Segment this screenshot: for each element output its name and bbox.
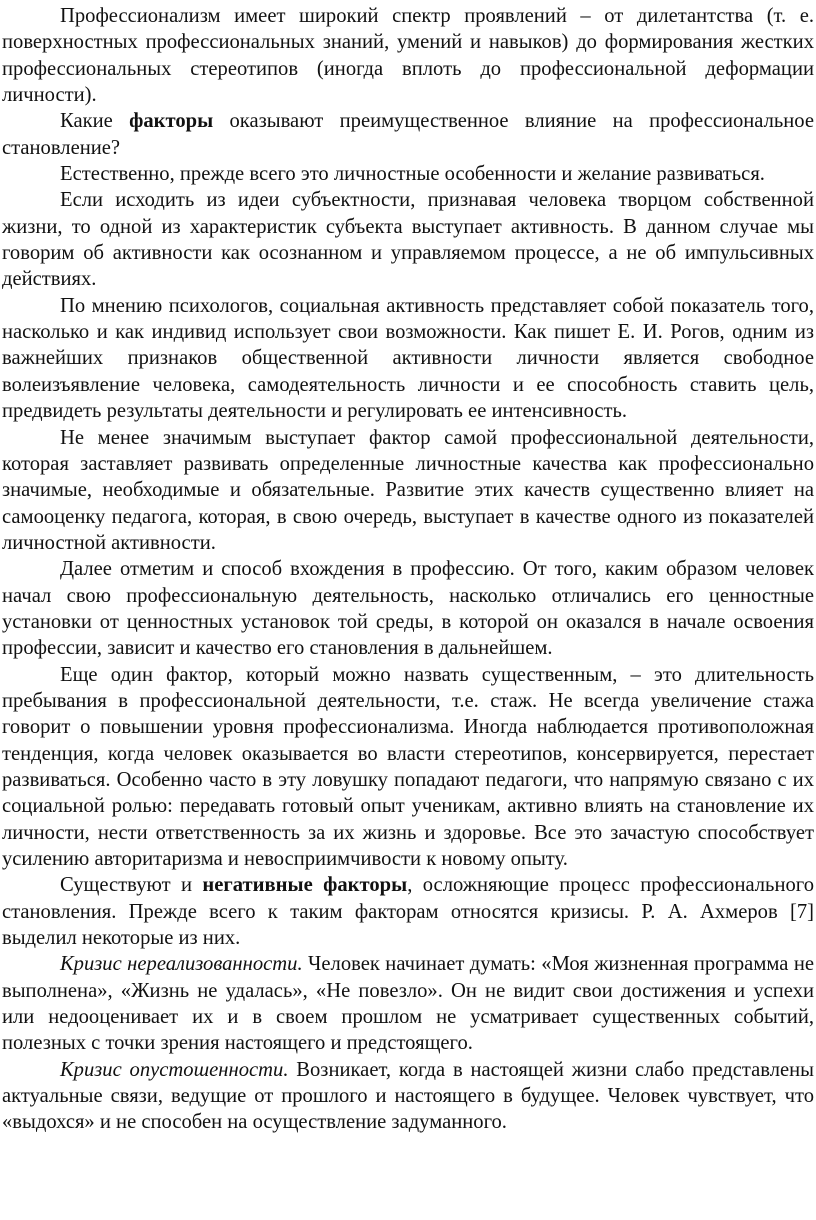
- paragraph-text: Какие: [60, 110, 130, 133]
- italic-term-crisis-emptiness: Кризис опустошенности.: [60, 1058, 289, 1081]
- paragraph-text: Возникает, когда в настоящей жизни слабо представлены актуальные связи, ведущие от прошлого и настоящего в будущее. Человек чувствует, что «выдохся» и не способен на осуществление задуманного.: [2, 1058, 814, 1134]
- bold-term-negative-factors: негативные факторы: [202, 874, 408, 897]
- paragraph-text: , осложняющие процесс профессионального становления. Прежде всего к таким факторам относятся кризисы. Р. А. Ахмеров [7] выделил некоторые из них.: [2, 874, 814, 950]
- italic-term-crisis-unrealization: Кризис нереализованности.: [60, 953, 303, 976]
- bold-term-factors: факторы: [129, 110, 214, 133]
- paragraph-text: Существуют и: [60, 874, 203, 897]
- paragraph-personal-traits: Естественно, прежде всего это личностные особенности и желание развиваться.: [60, 163, 765, 186]
- paragraph-factors-question: [2, 108, 814, 161]
- paragraph-crisis-unrealization: [2, 951, 814, 1056]
- paragraph-subjectness-activity: Если исходить из идеи субъектности, признавая человека творцом собственной жизни, то одной из характеристик субъекта выступает активность. В данном случае мы говорим об активности как осознанном и управляемом процессе, а не об импульсивных действиях.: [2, 189, 814, 291]
- paragraph-work-experience: Еще один фактор, который можно назвать существенным, – это длительность пребывания в профессиональной деятельности, т.е. стаж. Не всегда увеличение стажа говорит о повышении уровня профессионализма. Иногда наблюдается противоположная тенденция, когда человек оказывается во власти стереотипов, консервируется, перестает развиваться. Особенно часто в эту ловушку попадают педагоги, что напрямую связано с их социальной ролью: передавать готовый опыт ученикам, активно влиять на становление их личности, нести ответственность за их жизнь и здоровье. Все это зачастую способствует усилению авторитаризма и невосприимчивости к новому опыту.: [2, 663, 814, 870]
- paragraph-text: Человек начинает думать: «Моя жизненная программа не выполнена», «Жизнь не удалась», «Не повезло». Он не видит свои достижения и успехи или недооценивает их и в своем прошлом не усматривает существенных событий, полезных с точки зрения настоящего и предстоящего.: [2, 953, 814, 1055]
- paragraph-crisis-emptiness: [2, 1057, 814, 1136]
- paragraph-social-activity: По мнению психологов, социальная активность представляет собой показатель того, насколько и как индивид использует свои возможности. Как пишет Е. И. Рогов, одним из важнейших признаков общественной активности личности является свободное волеизъявление человека, самодеятельность личности и ее способность ставить цель, предвидеть результаты деятельности и регулировать ее интенсивность.: [2, 294, 814, 423]
- paragraph-entry-into-profession: Далее отметим и способ вхождения в профессию. От того, каким образом человек начал свою профессиональную деятельность, насколько отличались его ценностные установки от ценностных установок той среды, в которой он оказался в начале освоения профессии, зависит и качество его становления в дальнейшем.: [2, 558, 814, 660]
- paragraph-text: оказывают преимущественное влияние на профессиональное становление?: [2, 110, 815, 159]
- paragraph-negative-factors: [2, 872, 814, 951]
- paragraph-professionalism-spectrum: Профессионализм имеет широкий спектр проявлений – от дилетантства (т. е. поверхностных профессиональных знаний, умений и навыков) до формирования жестких профессиональных стереотипов (иногда вплоть до профессиональной деформации личности).: [2, 5, 814, 107]
- paragraph-professional-activity-factor: Не менее значимым выступает фактор самой профессиональной деятельности, которая заставляет развивать определенные личностные качества как профессионально значимые, необходимые и обязательные. Развитие этих качеств существенно влияет на самооценку педагога, которая, в свою очередь, выступает в качестве одного из показателей личностной активности.: [2, 426, 814, 554]
